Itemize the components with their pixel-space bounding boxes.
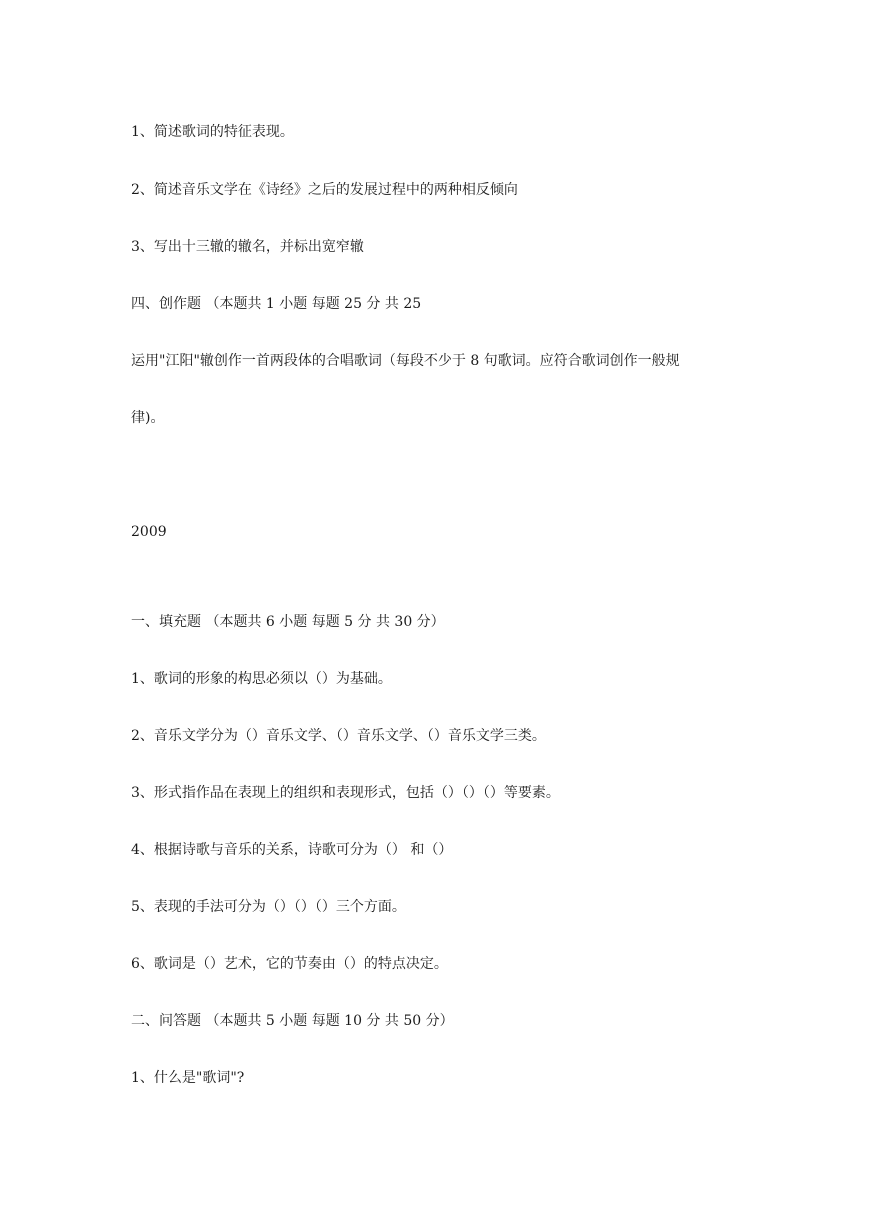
fill-blank-question-4: 4、根据诗歌与音乐的关系，诗歌可分为（） 和（） [131, 842, 453, 858]
question-essay-3: 3、写出十三辙的辙名，并标出宽窄辙 [131, 239, 364, 255]
creation-question-line-2: 律)。 [131, 410, 165, 426]
section-heading-fill-blank: 一、填充题 （本题共 6 小题 每题 5 分 共 30 分） [131, 614, 445, 630]
question-essay-2: 2、简述音乐文学在《诗经》之后的发展过程中的两种相反倾向 [131, 182, 518, 198]
year-heading: 2009 [131, 524, 167, 540]
fill-blank-question-3: 3、形式指作品在表现上的组织和表现形式，包括（）（）（）等要素。 [131, 785, 560, 801]
question-essay-1: 1、简述歌词的特征表现。 [131, 124, 294, 140]
fill-blank-question-6: 6、歌词是（）艺术，它的节奏由（）的特点决定。 [131, 956, 448, 972]
qa-question-1: 1、什么是"歌词"? [131, 1070, 245, 1086]
fill-blank-question-2: 2、音乐文学分为（）音乐文学、（）音乐文学、（）音乐文学三类。 [131, 728, 546, 744]
fill-blank-question-1: 1、歌词的形象的构思必须以（）为基础。 [131, 671, 392, 687]
creation-question-line-1: 运用"江阳"辙创作一首两段体的合唱歌词（每段不少于 8 句歌词。应符合歌词创作一般规 [131, 353, 680, 369]
section-heading-creation: 四、创作题 （本题共 1 小题 每题 25 分 共 25 [131, 296, 422, 312]
section-heading-qa: 二、问答题 （本题共 5 小题 每题 10 分 共 50 分） [131, 1013, 454, 1029]
fill-blank-question-5: 5、表现的手法可分为（）（）（）三个方面。 [131, 899, 406, 915]
